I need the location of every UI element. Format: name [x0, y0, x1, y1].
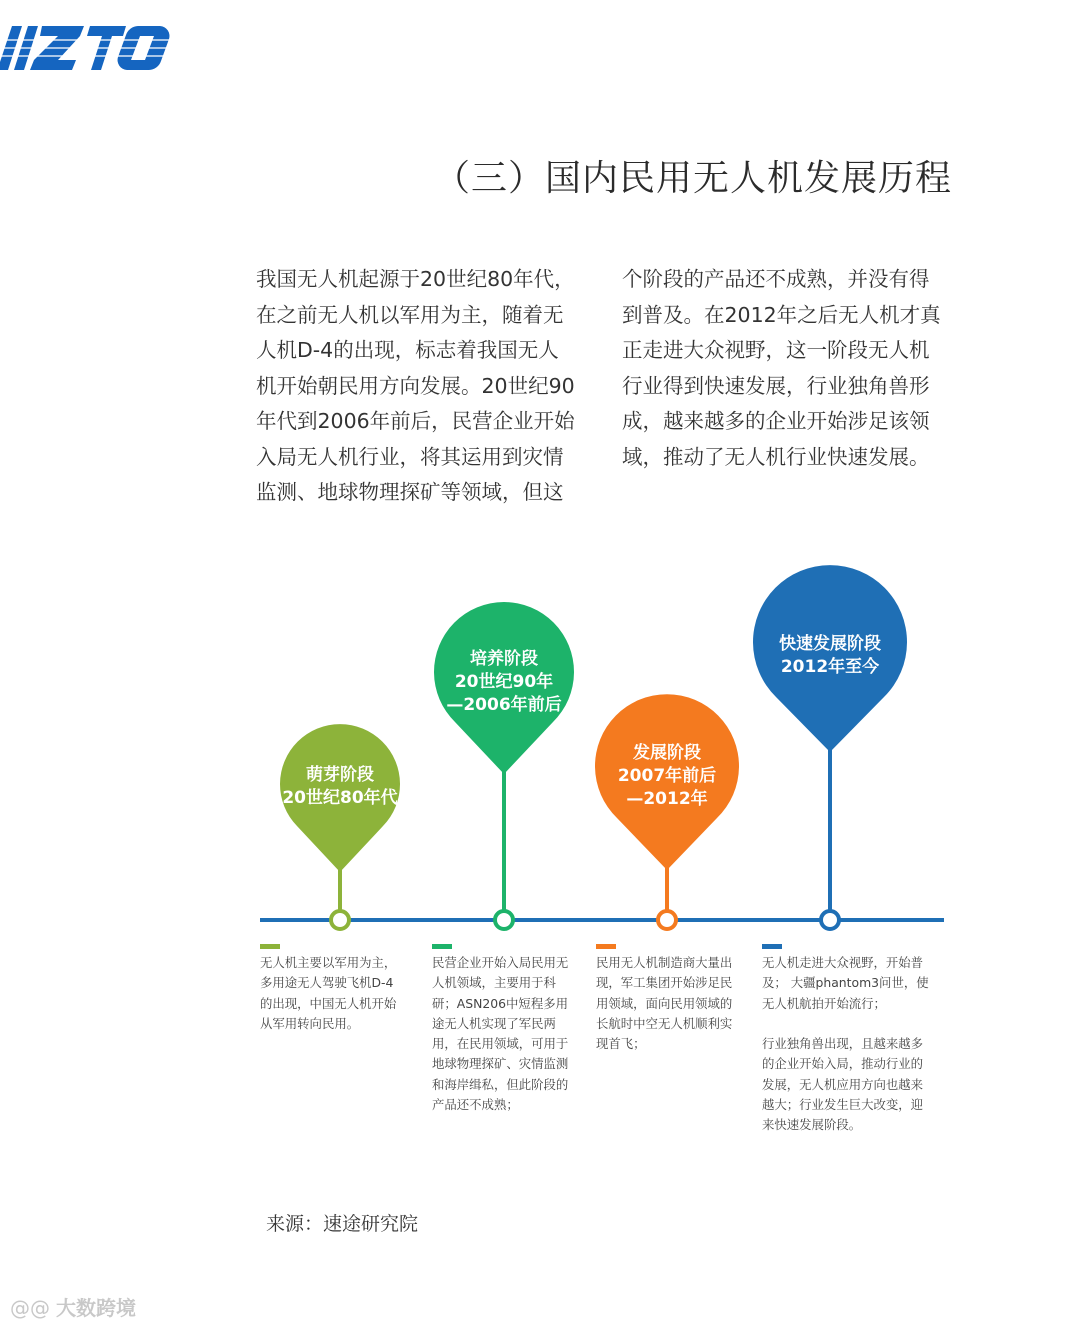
- desc-line: 地球物理探矿、灾情监测: [432, 1056, 569, 1072]
- stage-description-sprout: [260, 944, 420, 1034]
- stage-color-bar: [596, 944, 616, 949]
- desc-line: 人机领域，主要用于科: [432, 975, 556, 991]
- desc-line: 研；ASN206中短程多用: [432, 995, 568, 1011]
- intro-line: 人机D-4的出现，标志着我国无人: [256, 338, 559, 362]
- desc-line: 和海岸缉私，但此阶段的: [432, 1076, 569, 1092]
- stage-name: 快速发展阶段: [779, 634, 881, 654]
- desc-line: 产品还不成熟；: [432, 1097, 519, 1113]
- desc-line: 途无人机实现了军民两: [432, 1015, 556, 1031]
- stage-name: 萌芽阶段: [306, 765, 374, 785]
- intro-line: 域，推动了无人机行业快速发展。: [622, 444, 930, 469]
- desc-line: 无人机航拍开始流行；: [762, 995, 886, 1011]
- desc-line: 长航时中空无人机顺利实: [596, 1015, 733, 1031]
- desc-line: 的出现，中国无人机开始: [260, 995, 397, 1011]
- stage-period: 20世纪90年: [454, 672, 554, 692]
- page-title: （三）国内民用无人机发展历程: [433, 158, 952, 199]
- stage-marker-sprout: [280, 724, 400, 929]
- desc-line: 民用无人机制造商大量出: [596, 955, 733, 970]
- stage-label-sprout: [270, 764, 410, 810]
- intro-line: 行业得到快速发展，行业独角兽形: [622, 373, 930, 398]
- desc-line: 的企业开始入局，推动行业的: [762, 1056, 924, 1072]
- stage-period: 2007年前后: [617, 766, 717, 786]
- intro-line: 在之前无人机以军用为主，随着无: [256, 302, 564, 327]
- watermark-icon: @@: [10, 1296, 50, 1320]
- stage-label-rapid: [755, 633, 905, 679]
- desc-line: 用领域，面向民用领域的: [596, 995, 733, 1011]
- desc-line: 用，在民用领域，可用于: [432, 1036, 569, 1052]
- stage-color-bar: [260, 944, 280, 949]
- desc-line: 行业独角兽出现，且越来越多: [762, 1036, 924, 1052]
- stage-description-rapid: [762, 944, 942, 1136]
- desc-line: 发展，无人机应用方向也越来: [762, 1076, 924, 1092]
- stage-marker-rapid: [753, 565, 907, 929]
- stage-period: 20世纪80年代: [282, 788, 398, 808]
- stage-label-development: [592, 742, 742, 811]
- desc-line: 民营企业开始入局民用无: [432, 955, 569, 970]
- stage-color-bar: [432, 944, 452, 949]
- intro-line: 到普及。在2012年之后无人机才真: [622, 302, 941, 327]
- stage-marker-development: [595, 694, 739, 929]
- intro-line: 成，越来越多的企业开始涉足该领: [622, 409, 930, 433]
- desc-line: 现，军工集团开始涉足民: [596, 975, 733, 991]
- stage-period: —2006年前后: [446, 695, 562, 715]
- desc-line: 现首飞；: [596, 1036, 646, 1052]
- watermark: [10, 1292, 136, 1321]
- desc-line: 多用途无人驾驶飞机D-4: [260, 975, 394, 991]
- stage-period: 2012年至今: [780, 657, 880, 677]
- stage-label-cultivation: [429, 648, 579, 717]
- desc-line: 无人机主要以军用为主，: [260, 955, 397, 970]
- stage-name: 培养阶段: [470, 649, 538, 669]
- stage-name: 发展阶段: [633, 743, 701, 763]
- stage-period: —2012年: [626, 789, 708, 809]
- intro-line: 入局无人机行业，将其运用到灾情: [256, 444, 564, 469]
- desc-line: 来快速发展阶段。: [762, 1117, 862, 1133]
- intro-line: 我国无人机起源于20世纪80年代，: [256, 267, 575, 291]
- desc-line: 及； 大疆phantom3问世，使: [762, 975, 929, 991]
- desc-line: 无人机走进大众视野，开始普: [762, 955, 924, 970]
- desc-line: 从军用转向民用。: [260, 1015, 360, 1031]
- stage-color-bar: [762, 944, 782, 949]
- intro-line: 个阶段的产品还不成熟，并没有得: [622, 267, 930, 291]
- stage-description-cultivation: [432, 944, 592, 1115]
- stage-description-development: [596, 944, 756, 1054]
- intro-line: 正走进大众视野，这一阶段无人机: [622, 338, 930, 362]
- watermark-text: 大数跨境: [56, 1296, 136, 1320]
- intro-line: 年代到2006年前后，民营企业开始: [256, 409, 575, 433]
- desc-line: 越大；行业发生巨大改变，迎: [762, 1097, 924, 1113]
- intro-line: 监测、地球物理探矿等领域，但这: [256, 480, 564, 504]
- intro-line: 机开始朝民用方向发展。20世纪90: [256, 373, 575, 398]
- source-note: 来源：速途研究院: [266, 1213, 419, 1235]
